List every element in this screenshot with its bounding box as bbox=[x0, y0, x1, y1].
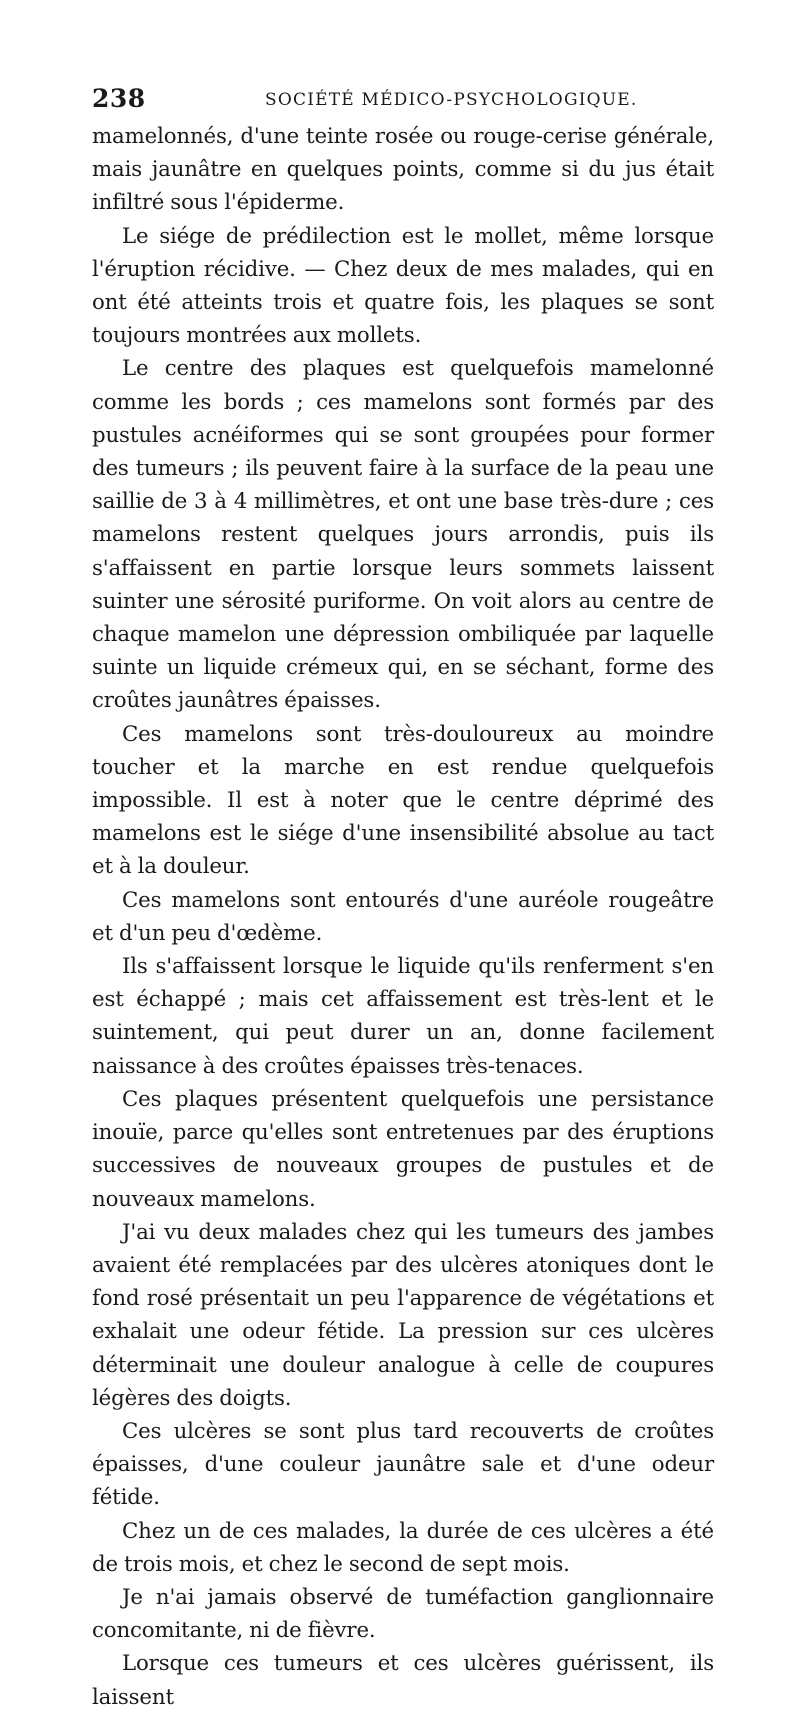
body-text bbox=[92, 120, 714, 1714]
paragraph: Je n'ai jamais observé de tuméfaction ganglionnaire concomitante, ni de fièvre. bbox=[92, 1584, 714, 1644]
page-number: 238 bbox=[92, 84, 146, 113]
paragraph: Ces ulcères se sont plus tard recouverts de croûtes épaisses, d'une couleur jaunâtre sale et d'une odeur fétide. bbox=[92, 1418, 714, 1511]
paragraph: Lorsque ces tumeurs et ces ulcères guérissent, ils laissent bbox=[92, 1651, 714, 1710]
paragraph: Le centre des plaques est quelquefois mamelonné comme les bords ; ces mamelons sont formés par des pustules acnéiformes qui se sont groupées pour former des tumeurs ; ils peuvent faire à la surface de la peau une saillie de 3 à 4 millimètres, et ont une base très-dure ; ces mamelons restent quelques jours arrondis, puis ils s'affaissent en partie lorsque leurs sommets laissent suinter une sérosité puriforme. On voit alors au centre de chaque mamelon une dépression ombiliquée par laquelle suinte un liquide crémeux qui, en se séchant, forme des croûtes jaunâtres épaisses. bbox=[92, 356, 714, 714]
book-page bbox=[92, 84, 714, 1714]
paragraph: Le siége de prédilection est le mollet, même lorsque l'éruption récidive. — Chez deux de mes malades, qui en ont été atteints trois et quatre fois, les plaques se sont toujours montrées aux mollets. bbox=[92, 223, 714, 349]
paragraph: Chez un de ces malades, la durée de ces ulcères a été de trois mois, et chez le second de sept mois. bbox=[92, 1518, 714, 1577]
paragraph: J'ai vu deux malades chez qui les tumeurs des jambes avaient été remplacées par des ulcères atoniques dont le fond rosé présentait un peu l'apparence de végétations et exhalait une odeur fétide. La pression sur ces ulcères déterminait une douleur analogue à celle de coupures légères des doigts. bbox=[92, 1219, 714, 1411]
paragraph: Ces mamelons sont entourés d'une auréole rougeâtre et d'un peu d'œdème. bbox=[92, 887, 714, 946]
paragraph: Ils s'affaissent lorsque le liquide qu'ils renferment s'en est échappé ; mais cet affaissement est très-lent et le suintement, qui peut durer un an, donne facilement naissance à des croûtes épaisses très-tenaces. bbox=[92, 954, 714, 1079]
running-title: SOCIÉTÉ MÉDICO-PSYCHOLOGIQUE. bbox=[265, 90, 638, 110]
paragraph: Ces plaques présentent quelquefois une persistance inouïe, parce qu'elles sont entretenues par des éruptions successives de nouveaux groupes de pustules et de nouveaux mamelons. bbox=[92, 1086, 714, 1212]
paragraph: Ces mamelons sont très-douloureux au moindre toucher et la marche en est rendue quelquefois impossible. Il est à noter que le centre déprimé des mamelons est le siége d'une insensibilité absolue au tact et à la douleur. bbox=[92, 721, 714, 880]
running-head bbox=[92, 84, 714, 114]
paragraph: mamelonnés, d'une teinte rosée ou rouge-cerise générale, mais jaunâtre en quelques points, comme si du jus était infiltré sous l'épiderme. bbox=[92, 124, 714, 216]
